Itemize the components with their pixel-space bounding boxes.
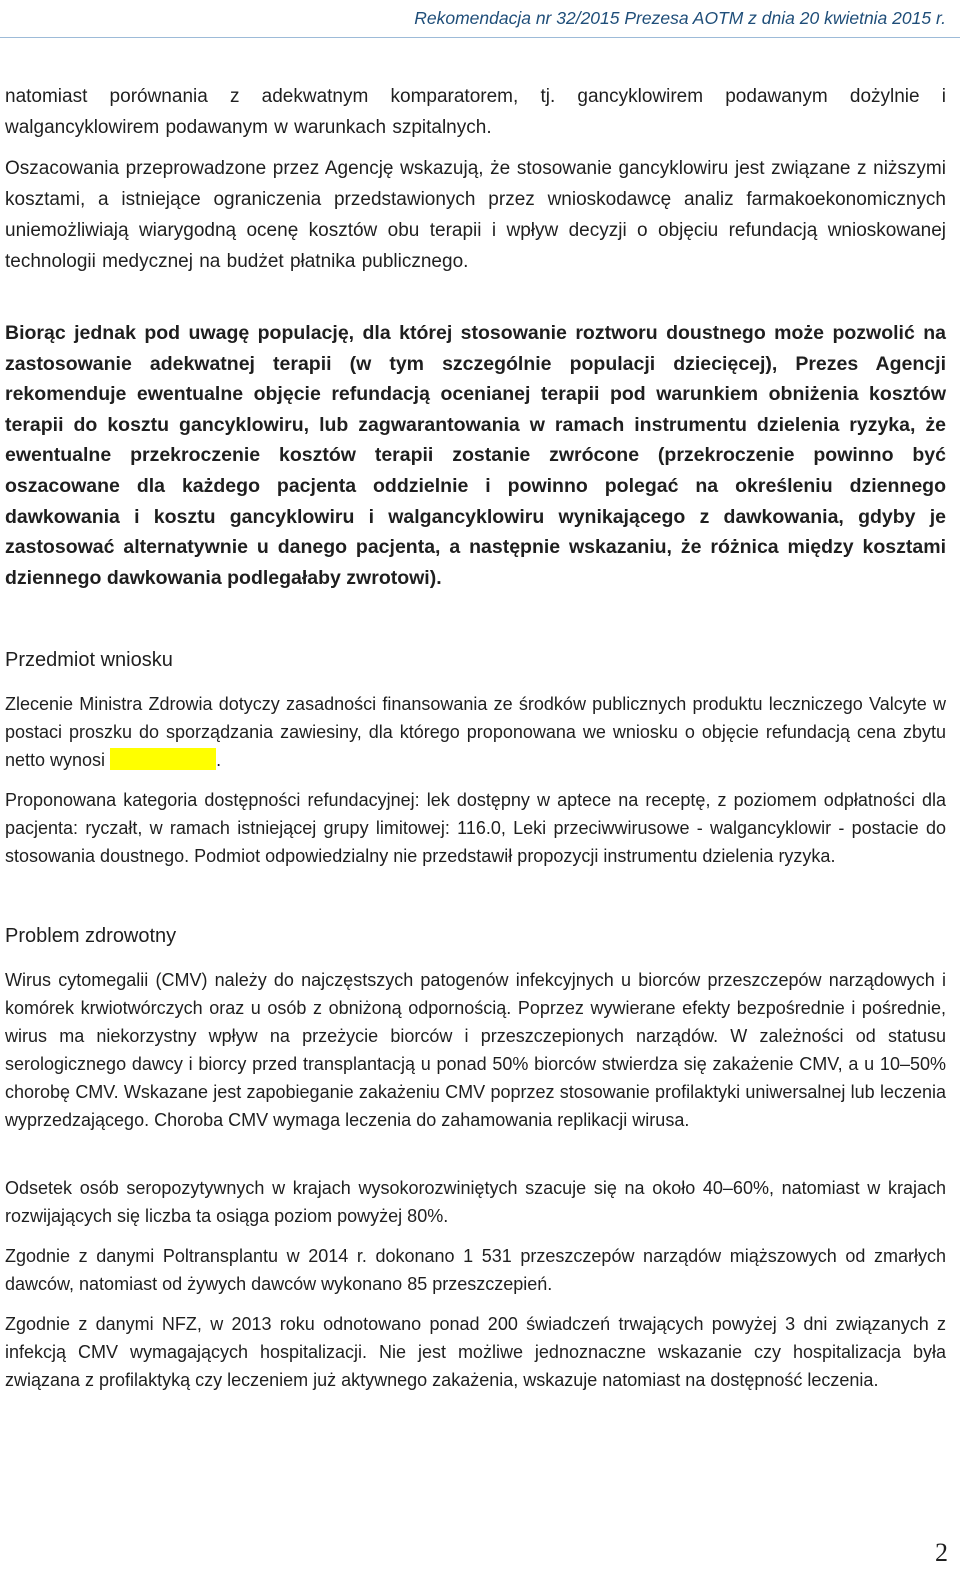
redacted-price-box xyxy=(110,748,216,770)
heading-problem-zdrowotny: Problem zdrowotny xyxy=(5,925,177,947)
page-number: 2 xyxy=(935,1538,948,1567)
paragraph-agency-estimates: Oszacowania przeprowadzone przez Agencję wskazują, że stosowanie gancyklowiru jest związane z niższymi kosztami, a istniejące ograniczenia przedstawionych przez wnioskodawcę analiz farmakoekonomicznych uniemożliwiają wiarygodną ocenę kosztów obu terapii i wpływ decyzji o objęciu refundacją wnioskowanej technologii medycznej na budżet płatnika publicznego. xyxy=(5,158,946,272)
paragraph-seropositive: Odsetek osób seropozytywnych w krajach wysokorozwiniętych szacuje się na około 40–60%, natomiast w krajach rozwijających się liczba ta osiąga poziom powyżej 80%. xyxy=(5,1178,946,1226)
heading-przedmiot-wniosku: Przedmiot wniosku xyxy=(5,649,173,671)
request-subject-text: Zlecenie Ministra Zdrowia dotyczy zasadności finansowania ze środków publicznych produktu leczniczego Valcyte w postaci proszku do sporządzania zawiesiny, dla którego proponowana we wniosku o objęcie refundacją cena zbytu netto wynosi xyxy=(5,694,946,770)
paragraph-poltransplant: Zgodnie z danymi Poltransplantu w 2014 r. dokonano 1 531 przeszczepów narządów miąższowych od zmarłych dawców, natomiast od żywych dawców wykonano 85 przeszczepień. xyxy=(5,1246,946,1294)
paragraph-cmv-virus: Wirus cytomegalii (CMV) należy do najczęstszych patogenów infekcyjnych u biorców przeszczepów narządowych i komórek krwiotwórczych oraz u osób z obniżoną odpornością. Poprzez wywierane efekty bezpośrednie i pośrednie, wirus ma niekorzystny wpływ na przeżycie biorców i przeszczepionych narządów. W zależności od statusu serologicznego dawcy i biorcy przed transplantacją u ponad 50% biorców stwierdza się zakażenie CMV, a u 10–50% chorobę CMV. Wskazane jest zapobieganie zakażeniu CMV poprzez stosowanie profilaktyki uniwersalnej lub leczenia wyprzedzającego. Choroba CMV wymaga leczenia do zahamowania replikacji wirusa. xyxy=(5,970,946,1130)
page-header-title: Rekomendacja nr 32/2015 Prezesa AOTM z dnia 20 kwietnia 2015 r. xyxy=(414,8,946,28)
paragraph-refund-category: Proponowana kategoria dostępności refundacyjnej: lek dostępny w aptece na receptę, z poziomem odpłatności dla pacjenta: ryczałt, w ramach istniejącej grupy limitowej: 116.0, Leki przeciwwirusowe - walgancyklowir - postacie do stosowania doustnego. Podmiot odpowiedzialny nie przedstawił propozycji instrumentu dzielenia ryzyka. xyxy=(5,790,946,866)
paragraph-comparator: natomiast porównania z adekwatnym komparatorem, tj. gancyklowirem podawanym dożylnie i walgancyklowirem podawanym w warunkach szpitalnych. xyxy=(5,86,946,138)
paragraph-nfz-data: Zgodnie z danymi NFZ, w 2013 roku odnotowano ponad 200 świadczeń trwających powyżej 3 dni związanych z infekcją CMV wymagających hospitalizacji. Nie jest możliwe jednoznaczne wskazanie czy hospitalizacja była związana z profilaktyką czy leczeniem już aktywnego zakażenia, wskazuje natomiast na dostępność leczenia. xyxy=(5,1314,946,1390)
request-subject-end: . xyxy=(216,750,222,770)
paragraph-request-subject xyxy=(5,690,946,774)
header-divider xyxy=(0,37,960,38)
paragraph-recommendation-bold: Biorąc jednak pod uwagę populację, dla której stosowanie roztworu doustnego może pozwolić na zastosowanie adekwatnej terapii (w tym szczególnie populacji dziecięcej), Prezes Agencji rekomenduje ewentualne objęcie refundacją ocenianej terapii pod warunkiem obniżenia kosztów terapii do kosztu gancyklowiru, lub zagwarantowania w ramach instrumentu dzielenia ryzyka, że ewentualne przekroczenie kosztów terapii zostanie zwrócone (przekroczenie powinno być oszacowane dla każdego pacjenta oddzielnie i powinno polegać na określeniu dziennego dawkowania i kosztu gancyklowiru i walgancyklowiru wynikającego z dawkowania, gdyby je zastosować alternatywnie u danego pacjenta, a następnie wskazaniu, że różnica między kosztami dziennego dawkowania podlegałaby zwrotowi). xyxy=(5,322,946,589)
